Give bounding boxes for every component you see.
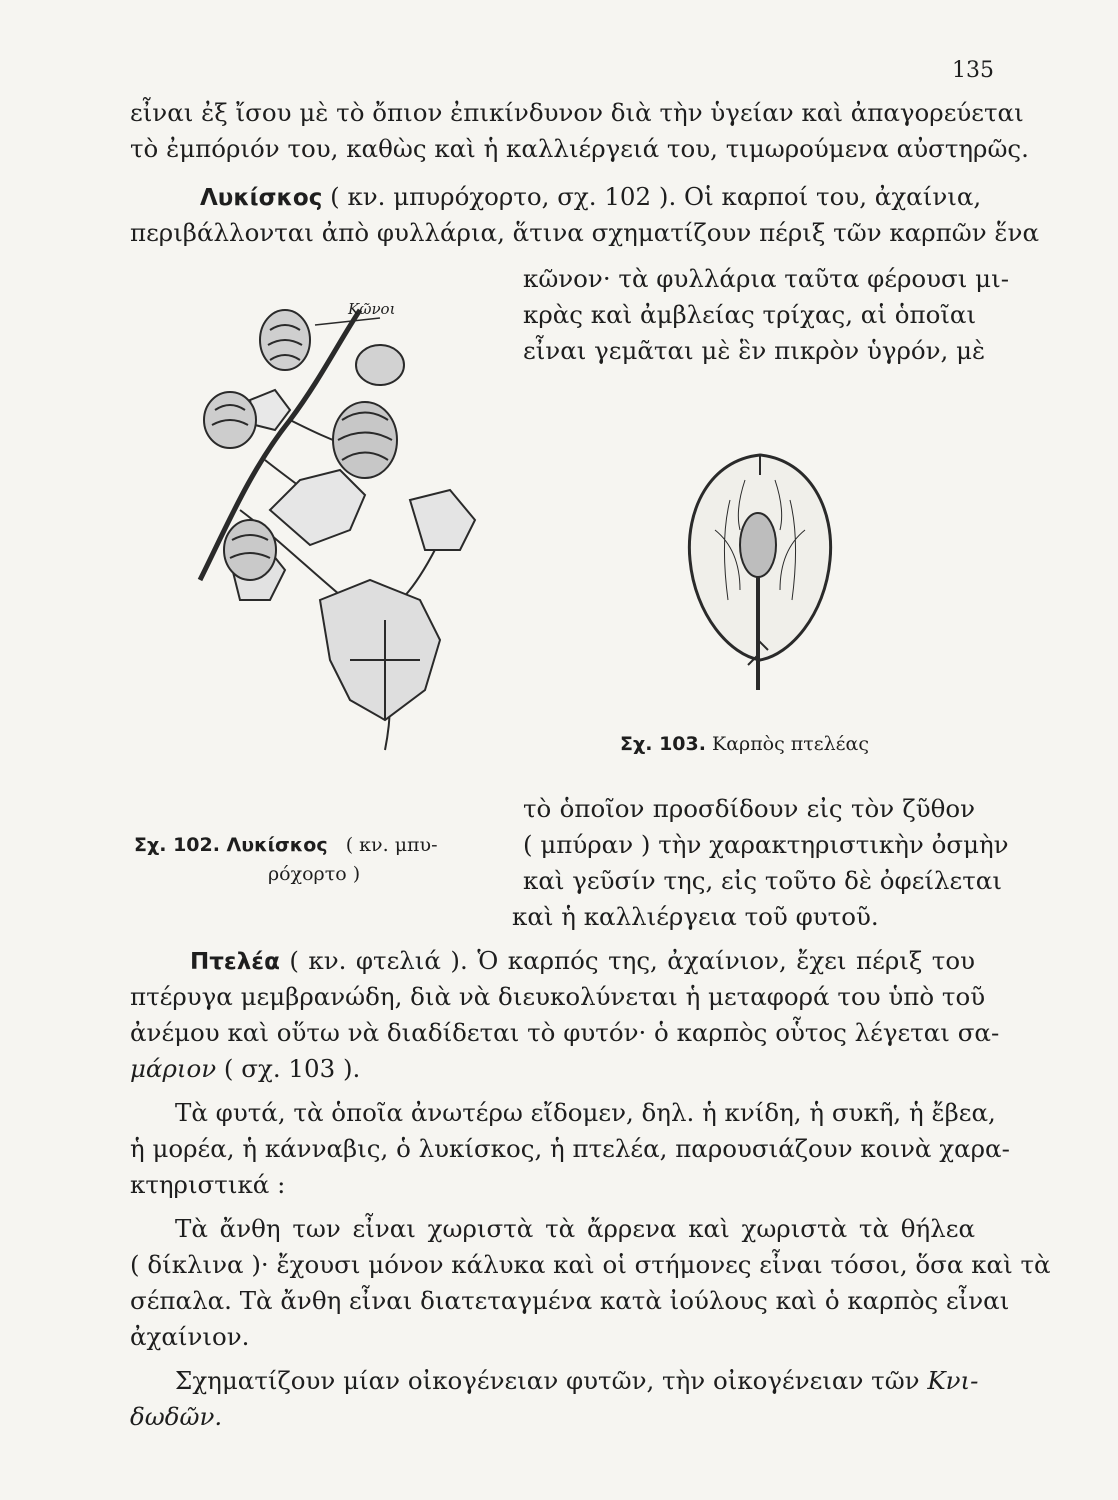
figure-102-caption (134, 834, 438, 856)
text-line: πτέρυγα μεμβρανώδη, διὰ νὰ διευκολύνεται ἡ μεταφορά του ὑπὸ τοῦ (130, 982, 986, 1011)
figure-103-label: Σχ. 103. (620, 733, 706, 755)
text-line: τὸ ἐμπόριόν του, καθὼς καὶ ἡ καλλιέργειά του, τιμωρούμενα αὐστηρῶς. (130, 134, 1029, 163)
text-line: ἡ μορέα, ἡ κάνναβις, ὁ λυκίσκος, ἡ πτελέα, παρουσιάζουν κοινὰ χαρα- (130, 1134, 1010, 1163)
figure-103-caption (620, 733, 869, 755)
text-line: καὶ ἡ καλλιέργεια τοῦ φυτοῦ. (512, 902, 879, 931)
text-line: σέπαλα. Τὰ ἄνθη εἶναι διατεταγμένα κατὰ ἰούλους καὶ ὁ καρπὸς εἶναι (130, 1286, 1010, 1315)
text-span: Σχηματίζουν μίαν οἰκογένειαν φυτῶν, τὴν οἰκογένειαν τῶν (175, 1366, 928, 1395)
text-line: εἶναι ἐξ ἴσου μὲ τὸ ὄπιον ἐπικίνδυνον διὰ τὴν ὑγείαν καὶ ἀπαγορεύεται (130, 98, 1024, 127)
text-line: Τὰ φυτά, τὰ ὁποῖα ἀνωτέρω εἴδομεν, δηλ. ἡ κνίδη, ἡ συκῆ, ἡ ἔβεα, (175, 1098, 996, 1127)
figure-102-caption-line2: ρόχορτο ) (268, 863, 361, 885)
hops-paragraph-line (200, 180, 982, 215)
text-line: κτηριστικά : (130, 1170, 286, 1199)
text-line: τὸ ὁποῖον προσδίδουν εἰς τὸν ζῦθον (523, 794, 975, 823)
page-number: 135 (952, 58, 994, 83)
elm-paragraph-line (190, 944, 975, 979)
text-span: ( κν. φτελιά ). Ὁ καρπός της, ἀχαίνιον, ἔχει πέριξ του (279, 946, 975, 975)
text-line: Τὰ ἄνθη των εἶναι χωριστὰ τὰ ἄρρενα καὶ χωριστὰ τὰ θήλεα (175, 1214, 975, 1243)
text-line: κῶνον· τὰ φυλλάρια ταῦτα φέρουσι μι- (523, 264, 1009, 293)
term-family: Κνι- (927, 1366, 979, 1395)
term-family-end: δωδῶν. (130, 1402, 223, 1431)
text-line: ( μπύραν ) τὴν χαρακτηριστικὴν ὀσμὴν (523, 830, 1009, 859)
elm-paragraph-end (130, 1052, 360, 1086)
text-span: ( κν. μπυρόχορτο, σχ. 102 ). Οἱ καρποί του, ἀχαίνια, (322, 182, 982, 211)
text-line: καὶ γεῦσίν της, εἰς τοῦτο δὲ ὀφείλεται (523, 866, 1002, 895)
text-span: ( σχ. 103 ). (216, 1054, 361, 1083)
figure-102-paren: ( κν. μπυ- (345, 834, 438, 856)
figure-102-label: Σχ. 102. Λυκίσκος (134, 834, 328, 856)
text-line: κρὰς καὶ ἀμβλείας τρίχας, αἱ ὁποῖαι (523, 300, 977, 329)
family-paragraph-line (175, 1364, 979, 1398)
term-samara: μάριον (130, 1054, 217, 1083)
elm-samara-illustration (660, 440, 860, 700)
hop-plant-illustration (170, 280, 490, 800)
figure-103-text: Καρπὸς πτελέας (712, 733, 870, 755)
term-hops: Λυκίσκος (200, 185, 323, 211)
text-line: ἀνέμου καὶ οὕτω νὰ διαδίδεται τὸ φυτόν· ὁ καρπὸς οὗτος λέγεται σα- (130, 1018, 1000, 1047)
cones-annotation: Κῶνοι (348, 300, 396, 318)
text-line: ( δίκλινα )· ἔχουσι μόνον κάλυκα καὶ οἱ στήμονες εἶναι τόσοι, ὅσα καὶ τὰ (130, 1250, 1051, 1279)
text-line: περιβάλλονται ἀπὸ φυλλάρια, ἅτινα σχηματίζουν πέριξ τῶν καρπῶν ἕνα (130, 218, 1039, 247)
term-elm: Πτελέα (190, 949, 280, 975)
text-line: εἶναι γεμᾶται μὲ ἓν πικρὸν ὑγρόν, μὲ (523, 336, 986, 365)
text-line: ἀχαίνιον. (130, 1322, 250, 1351)
